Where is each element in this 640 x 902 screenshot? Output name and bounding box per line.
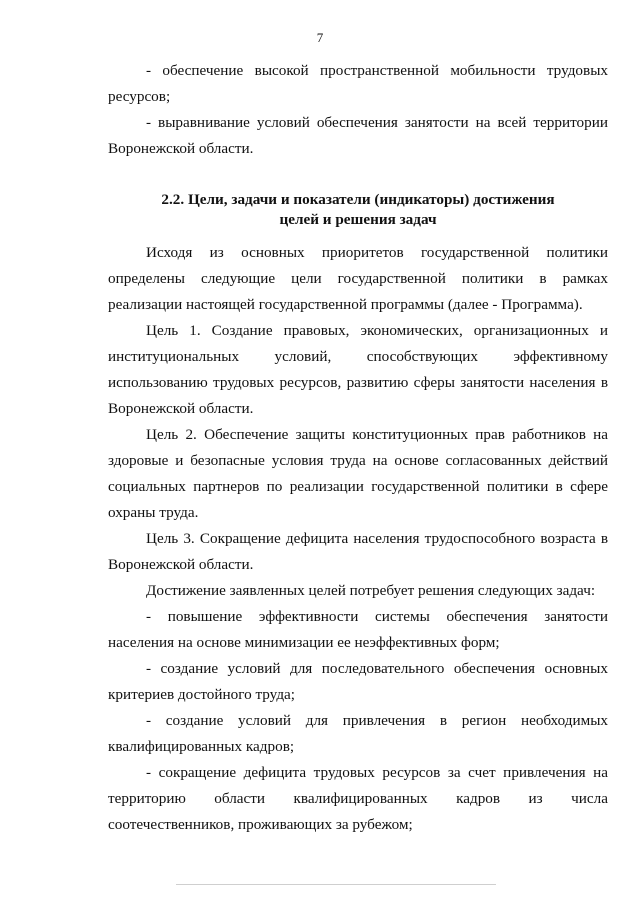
- paragraph-goal-3: Цель 3. Сокращение дефицита населения трудоспособного возраста в Воронежской области.: [108, 530, 608, 573]
- paragraph-intro: Исходя из основных приоритетов государственной политики определены следующие цели государственной политики в рамках реализации настоящей государственной программы (далее - Программа).: [108, 244, 608, 313]
- list-item-mobility: - обеспечение высокой пространственной мобильности трудовых ресурсов;: [108, 62, 608, 105]
- paragraph-tasks-intro: Достижение заявленных целей потребует решения следующих задач:: [146, 582, 596, 599]
- page-number: 7: [316, 30, 324, 45]
- paragraph-goal-1: Цель 1. Создание правовых, экономических, организационных и институциональных условий, способствующих эффективному использованию трудовых ресурсов, развитию сферы занятости населения в Воронежской области.: [108, 322, 608, 417]
- paragraph-goal-2: Цель 2. Обеспечение защиты конституционных прав работников на здоровые и безопасные условия труда на основе согласованных действий социальных партнеров по реализации государственной политики в сфере охраны труда.: [108, 426, 608, 521]
- list-item-equalization: - выравнивание условий обеспечения занятости на всей территории Воронежской области.: [108, 114, 608, 157]
- section-heading-line-1: 2.2. Цели, задачи и показатели (индикаторы) достижения: [161, 191, 555, 208]
- list-item-task-3: - создание условий для привлечения в регион необходимых квалифицированных кадров;: [108, 712, 608, 755]
- list-item-task-4: - сокращение дефицита трудовых ресурсов за счет привлечения на территорию области квалифицированных кадров из числа соотечественников, проживающих за рубежом;: [108, 764, 608, 833]
- section-heading: [108, 190, 608, 230]
- document-body: [108, 58, 608, 838]
- list-item-task-2: - создание условий для последовательного обеспечения основных критериев достойного труда;: [108, 660, 608, 703]
- list-item-task-1: - повышение эффективности системы обеспечения занятости населения на основе минимизации ее неэффективных форм;: [108, 608, 608, 651]
- footer-divider: [176, 884, 496, 885]
- section-heading-line-2: целей и решения задач: [279, 211, 437, 228]
